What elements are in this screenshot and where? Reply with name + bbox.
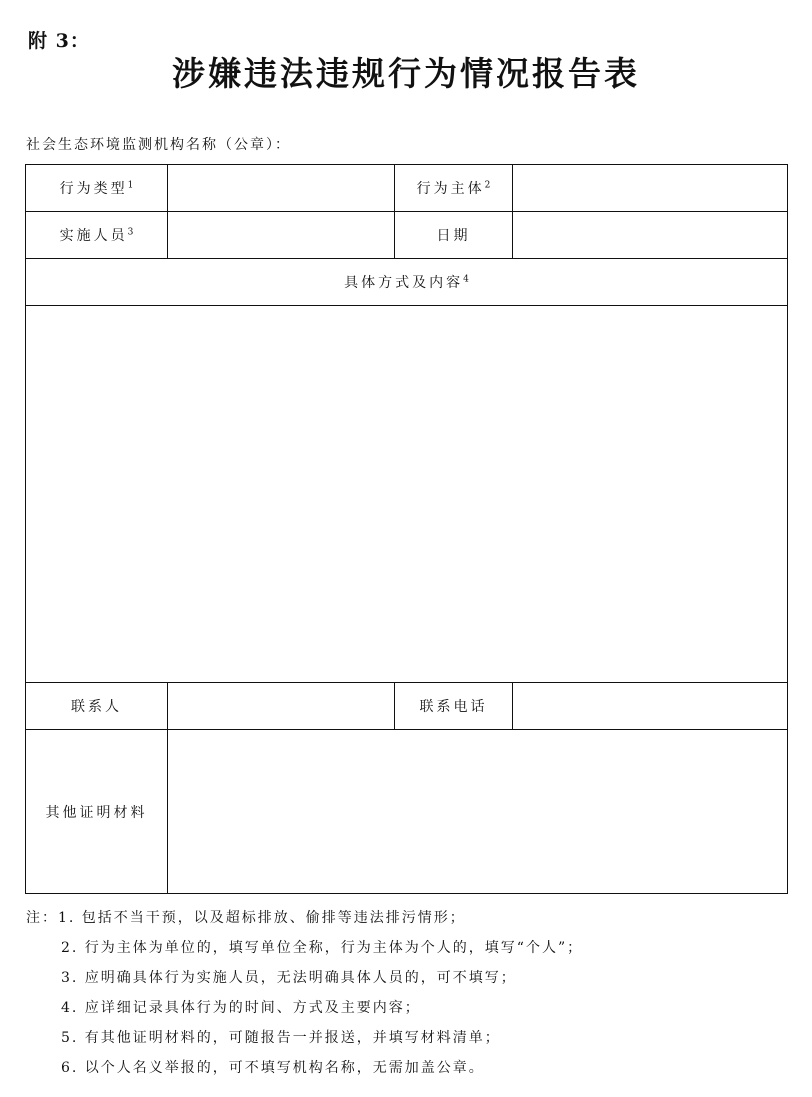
notes-prefix: 注： (26, 910, 58, 926)
attachment-label: 附 3： (28, 30, 90, 52)
note-item: 5. 有其他证明材料的，可随报告一并报送，并填写材料清单； (61, 1030, 501, 1046)
report-form-table (25, 164, 788, 894)
other-materials-field[interactable] (168, 730, 788, 894)
other-materials-label: 其他证明材料 (26, 730, 168, 894)
org-name-label: 社会生态环境监测机构名称（公章）： (26, 137, 291, 153)
note-item: 2. 行为主体为单位的，填写单位全称，行为主体为个人的，填写“个人”； (61, 940, 584, 956)
contact-phone-label: 联系电话 (395, 683, 513, 730)
note-item: 3. 应明确具体行为实施人员，无法明确具体人员的，可不填写； (61, 970, 517, 986)
table-row (26, 259, 788, 306)
behavior-type-field[interactable] (168, 165, 395, 212)
notes (26, 906, 583, 1086)
behavior-type-label: 行为类型$^1$ (26, 165, 168, 212)
note-item: 4. 应详细记录具体行为的时间、方式及主要内容； (61, 1000, 421, 1016)
table-row (26, 165, 788, 212)
executor-label: 实施人员$^3$ (26, 212, 168, 259)
page-title: 涉嫌违法违规行为情况报告表 (172, 54, 640, 93)
behavior-subject-field[interactable] (513, 165, 788, 212)
table-row (26, 212, 788, 259)
note-item: 6. 以个人名义举报的，可不填写机构名称，无需加盖公章。 (61, 1060, 485, 1076)
note-item: 注：1. 包括不当干预，以及超标排放、偷排等违法排污情形； (26, 910, 466, 926)
table-row (26, 683, 788, 730)
table-row (26, 730, 788, 894)
contact-phone-field[interactable] (513, 683, 788, 730)
table-row (26, 306, 788, 683)
contact-label: 联系人 (26, 683, 168, 730)
date-label: 日期 (395, 212, 513, 259)
executor-field[interactable] (168, 212, 395, 259)
method-content-field[interactable] (26, 306, 788, 683)
contact-field[interactable] (168, 683, 395, 730)
behavior-subject-label: 行为主体$^2$ (395, 165, 513, 212)
date-field[interactable] (513, 212, 788, 259)
method-content-label: 具体方式及内容$^4$ (26, 259, 788, 306)
